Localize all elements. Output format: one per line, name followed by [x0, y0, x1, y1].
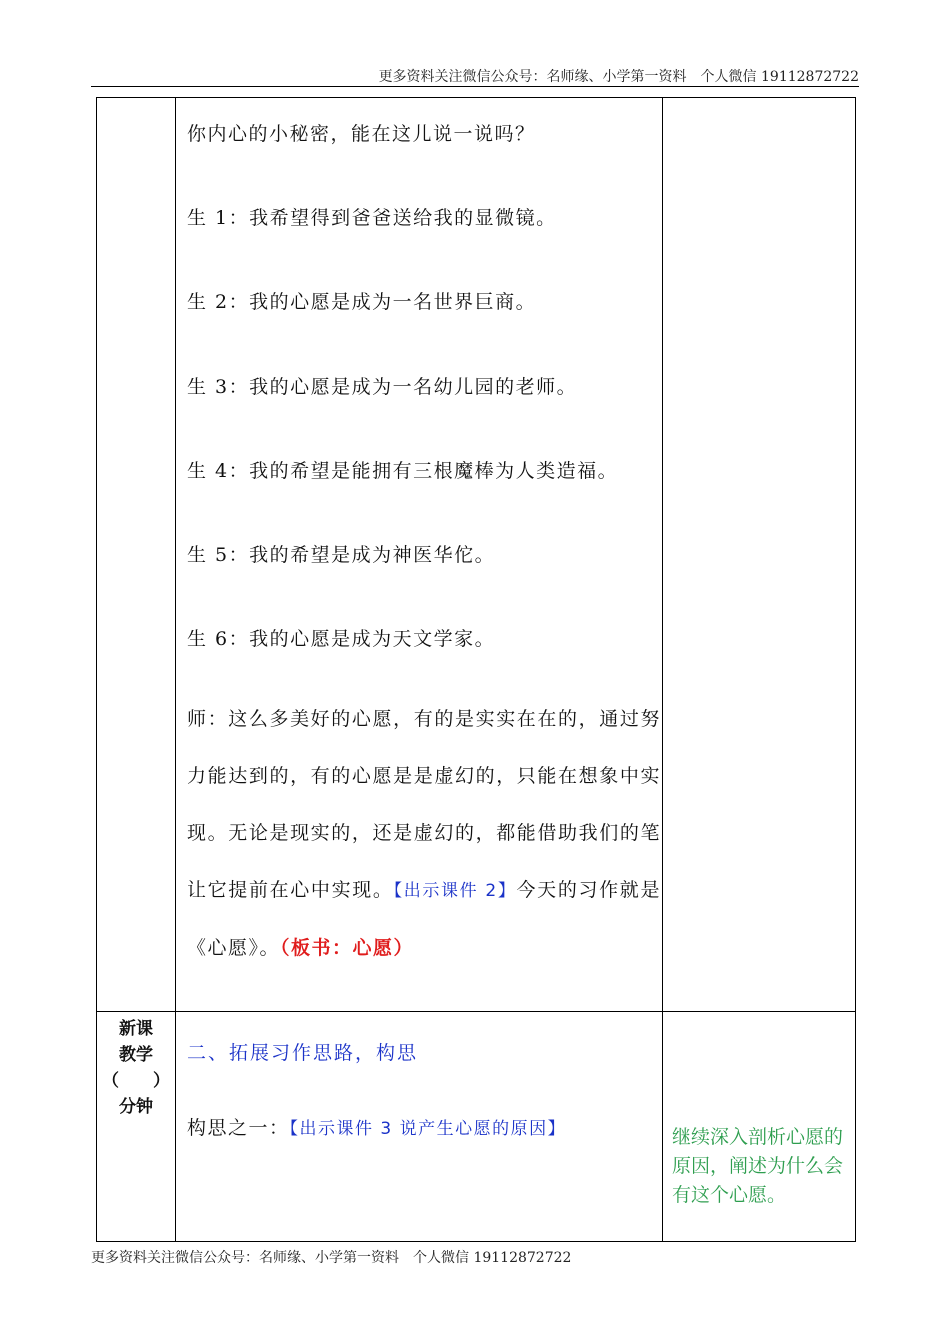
student-line: 生 2：我的心愿是成为一名世界巨商。	[187, 291, 537, 314]
content-cell	[176, 1012, 663, 1242]
section-title: 二、拓展习作思路，构思	[187, 1042, 419, 1064]
stage-label	[97, 1012, 175, 1120]
stage-line: 新课	[119, 1019, 153, 1039]
student-line: 生 3：我的心愿是成为一名幼儿园的老师。	[187, 375, 578, 398]
board-note: （板书：心愿）	[280, 937, 415, 960]
lesson-plan-table	[96, 97, 856, 1242]
table-row	[97, 98, 856, 1012]
idea-courseware: 【出示课件 3 说产生心愿的原因】	[289, 1119, 567, 1139]
teacher-paragraph	[187, 691, 661, 977]
notes-cell	[663, 98, 856, 1012]
idea-line	[176, 1065, 662, 1140]
stage-cell	[97, 1012, 176, 1242]
courseware-label: 【出示课件 2】	[393, 881, 517, 902]
teacher-text-2: 今天的习作就是《心愿》。	[187, 879, 661, 960]
table-row	[97, 1012, 856, 1242]
stage-line: （ ）	[102, 1071, 170, 1091]
idea-label: 构思之一：	[187, 1117, 290, 1139]
student-line: 生 4：我的希望是能拥有三根魔棒为人类造福。	[187, 459, 619, 482]
header-rule	[91, 86, 859, 87]
student-line: 生 6：我的心愿是成为天文学家。	[187, 628, 496, 651]
text-line: 你内心的小秘密，能在这儿说一说吗？	[187, 123, 536, 145]
dialogue-block	[176, 98, 662, 977]
header-note: 更多资料关注微信公众号：名师缘、小学第一资料 个人微信 19112872722	[378, 69, 859, 85]
notes-cell	[663, 1012, 856, 1242]
stage-cell	[97, 98, 176, 1012]
footer-note: 更多资料关注微信公众号：名师缘、小学第一资料 个人微信 19112872722	[91, 1250, 572, 1266]
stage-line: 分钟	[119, 1097, 153, 1117]
teacher-text: 师：这么多美好的心愿，有的是实实在在的，通过努力能达到的，有的心愿是是虚幻的，只能在想象中实现。无论是现实的，还是虚幻的，都能借助我们的笔让它提前在心中实现。	[187, 708, 661, 902]
stage-line: 教学	[119, 1045, 153, 1065]
student-line: 生 1：我希望得到爸爸送给我的显微镜。	[187, 207, 557, 230]
content-cell	[176, 98, 663, 1012]
student-line: 生 5：我的希望是成为神医华佗。	[187, 543, 496, 566]
design-note: 继续深入剖析心愿的原因，阐述为什么会有这个心愿。	[672, 1126, 844, 1206]
